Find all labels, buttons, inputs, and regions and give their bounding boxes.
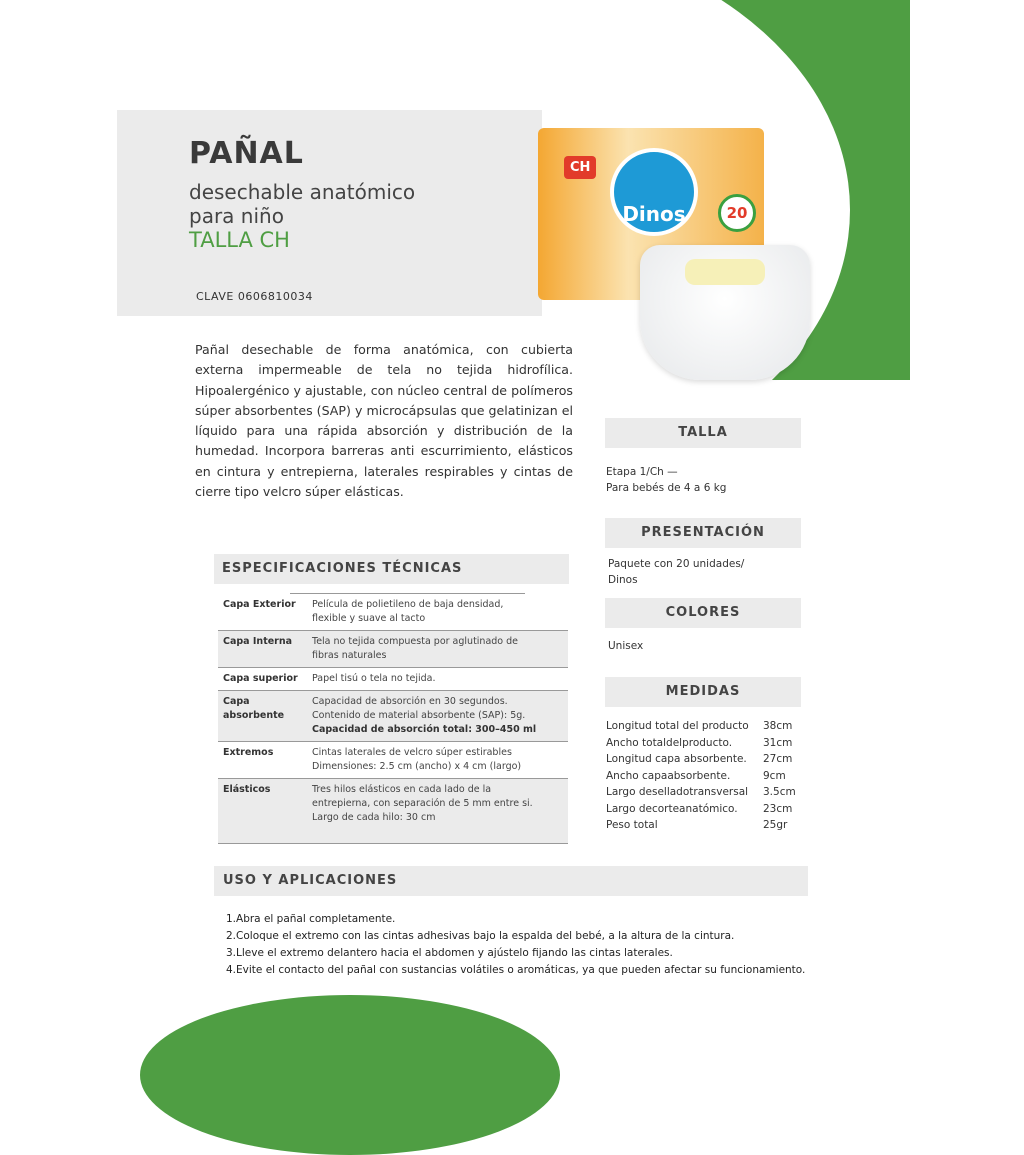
- measure-row: [606, 768, 796, 785]
- table-row: [218, 668, 568, 691]
- table-row: [218, 779, 568, 844]
- spec-value: [312, 635, 568, 663]
- spec-key: Capa Interna: [223, 636, 293, 647]
- spec-value: [312, 695, 568, 737]
- measure-value: 31cm: [763, 736, 793, 749]
- spec-key: Capa superior: [223, 673, 298, 684]
- measure-label: Ancho totaldelproducto.: [606, 736, 733, 749]
- pack-size-label: CH: [564, 156, 596, 179]
- uso-step: 4.Evite el contacto del pañal con sustancias volátiles o aromáticas, ya que pueden afectar su funcionamiento.: [226, 964, 806, 976]
- spec-line: fibras naturales: [312, 650, 387, 661]
- measure-value: 23cm: [763, 802, 793, 815]
- colores-value: Unisex: [608, 640, 644, 652]
- talla-line: Para bebés de 4 a 6 kg: [606, 482, 727, 494]
- measure-label: Largo deselladotransversal: [606, 786, 749, 798]
- spec-line: Contenido de material absorbente (SAP): 5g.: [312, 710, 526, 721]
- spec-value: [312, 672, 568, 686]
- measure-label: Peso total: [606, 819, 658, 831]
- spec-line: Película de polietileno de baja densidad,: [312, 599, 504, 610]
- presentacion-line: Paquete con 20 unidades/: [608, 558, 745, 570]
- spec-value: [312, 783, 568, 825]
- measure-value: 27cm: [763, 753, 793, 765]
- spec-line: Cintas laterales de velcro súper estirables: [312, 747, 512, 758]
- table-row: [218, 691, 568, 742]
- subtitle: para niño: [189, 204, 284, 228]
- uso-steps: [226, 911, 805, 979]
- table-row: [218, 631, 568, 668]
- medidas-heading: MEDIDAS: [605, 677, 801, 707]
- spec-line: Tela no tejida compuesta por aglutinado de: [312, 636, 519, 647]
- measure-label: Longitud capa absorbente.: [606, 753, 747, 765]
- measure-row: [606, 801, 796, 818]
- measure-value: 9cm: [763, 769, 786, 782]
- spec-line: Papel tisú o tela no tejida.: [312, 673, 436, 684]
- spec-line: flexible y suave al tacto: [312, 613, 426, 624]
- table-row: [218, 742, 568, 779]
- pack-count: 20: [718, 194, 756, 232]
- measure-value: 3.5cm: [763, 786, 796, 798]
- measure-row: [606, 751, 796, 768]
- colores-heading: COLORES: [605, 598, 801, 628]
- talla-line: Etapa 1/Ch —: [606, 466, 678, 478]
- measure-label: Largo decorteanatómico.: [606, 802, 738, 815]
- spec-line: Dimensiones: 2.5 cm (ancho) x 4 cm (largo): [312, 761, 522, 772]
- brand-logo: Dinos: [610, 148, 698, 236]
- header-panel: [117, 110, 542, 316]
- measure-row: [606, 784, 796, 801]
- subtitle: desechable anatómico: [189, 180, 416, 204]
- measure-row: [606, 735, 796, 752]
- spec-key: Extremos: [223, 747, 274, 758]
- size-title: TALLA CH: [189, 228, 290, 252]
- talla-heading: TALLA: [605, 418, 801, 448]
- spec-line: Largo de cada hilo: 30 cm: [312, 812, 436, 823]
- spec-line-bold: Capacidad de absorción total: 300–450 ml: [312, 724, 537, 735]
- uso-step: 2.Coloque el extremo con las cintas adhesivas bajo la espalda del bebé, a la altura de la cintura.: [226, 930, 735, 942]
- spec-key: Capa Exterior: [223, 599, 296, 610]
- product-description: Pañal desechable de forma anatómica, con cubierta externa impermeable de tela no tejida hidrofílica. Hipoalergénico y ajustable, con núcleo central de polímeros súper absorbentes (SAP) y microcápsulas que gelatinizan el líquido para una rápida absorción y distribución de la humedad. Incorpora barreras anti escurrimiento, elásticos en cintura y entrepierna, laterales respirables y cintas de cierre tipo velcro súper elásticas.: [195, 342, 573, 500]
- uso-step: 1.Abra el pañal completamente.: [226, 913, 396, 925]
- measure-row: [606, 817, 796, 834]
- spec-value: [312, 746, 568, 774]
- spec-line: entrepierna, con separación de 5 mm entre si.: [312, 798, 533, 809]
- measure-label: Ancho capaabsorbente.: [606, 769, 731, 782]
- medidas-list: [606, 718, 796, 834]
- spec-line: Tres hilos elásticos en cada lado de la: [312, 784, 492, 795]
- presentacion-heading: PRESENTACIÓN: [605, 518, 801, 548]
- spec-value: [312, 598, 568, 626]
- spec-line: Capacidad de absorción en 30 segundos.: [312, 696, 508, 707]
- diaper-image: [640, 245, 810, 380]
- presentacion-line: Dinos: [608, 574, 638, 586]
- specs-table: [218, 594, 568, 844]
- uso-step: 3.Lleve el extremo delantero hacia el abdomen y ajústelo fijando las cintas laterales.: [226, 947, 673, 959]
- table-row: [218, 594, 568, 631]
- product-code: CLAVE 0606810034: [196, 290, 313, 303]
- page-title: PAÑAL: [189, 136, 304, 171]
- measure-value: 25gr: [763, 819, 788, 831]
- spec-key: Capa absorbente: [223, 696, 285, 721]
- measure-value: 38cm: [763, 720, 793, 732]
- spec-key: Elásticos: [223, 784, 271, 795]
- especificaciones-heading: ESPECIFICACIONES TÉCNICAS: [214, 554, 569, 584]
- uso-heading: USO Y APLICACIONES: [214, 866, 808, 896]
- green-decoration-bottom: [140, 995, 560, 1155]
- measure-row: [606, 718, 796, 735]
- measure-label: Longitud total del producto: [606, 720, 749, 732]
